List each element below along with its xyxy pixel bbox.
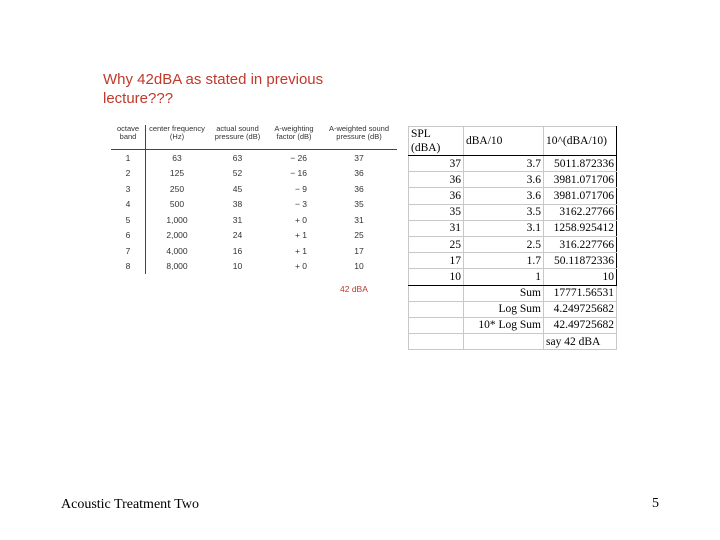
table-cell: − 9 (294, 183, 307, 194)
table-cell: 36 (409, 188, 464, 204)
table-cell: 3.7 (464, 156, 544, 172)
table-cell: 125 (169, 168, 185, 179)
table-cell: 2 (111, 166, 146, 182)
table-cell: 7 (111, 243, 146, 259)
table-cell: 45 (232, 183, 243, 194)
column-header: SPL (dBA) (409, 127, 464, 156)
summary-row (409, 301, 617, 317)
footer-text: Acoustic Treatment Two (61, 497, 199, 512)
table-row (409, 269, 617, 285)
empty-cell (409, 285, 464, 301)
table-cell: 36 (409, 172, 464, 188)
column-header: dBA/10 (464, 127, 544, 156)
table-cell: 5011.872336 (544, 156, 617, 172)
table-cell: − 3 (294, 199, 307, 210)
table-cell: 36 (354, 168, 364, 179)
table-cell: 3 (111, 181, 146, 197)
table-cell: 3981.071706 (544, 188, 617, 204)
column-header: actual sound pressure (dB) (208, 125, 267, 150)
table-cell: 4 (111, 197, 146, 213)
spl-calculation-table (408, 126, 617, 350)
empty-cell (409, 317, 464, 333)
table-row (409, 188, 617, 204)
column-header: 10^(dBA/10) (544, 127, 617, 156)
table-cell: 31 (409, 220, 464, 236)
summary-value: 42.49725682 (544, 317, 617, 333)
summary-label (464, 334, 544, 350)
table-cell: 37 (409, 156, 464, 172)
summary-label: 10* Log Sum (464, 317, 544, 333)
column-header: A-weighted sound pressure (dB) (321, 125, 397, 150)
table-cell: 31 (354, 214, 364, 225)
table-cell: 4,000 (166, 245, 188, 256)
table-cell: 31 (232, 214, 243, 225)
table-cell: 10 (409, 269, 464, 285)
table-cell: 24 (232, 230, 243, 241)
summary-label: Sum (464, 285, 544, 301)
table-cell: + 1 (294, 245, 307, 256)
summary-value: 17771.56531 (544, 285, 617, 301)
page-number: 5 (652, 496, 659, 511)
table-cell: 500 (169, 199, 185, 210)
table-cell: 25 (354, 230, 364, 241)
table-cell: 52 (232, 168, 243, 179)
table-cell: 3.6 (464, 188, 544, 204)
table-cell: 36 (354, 183, 364, 194)
table-cell: 1 (464, 269, 544, 285)
table-cell: 1258.925412 (544, 220, 617, 236)
table-cell: 250 (169, 183, 185, 194)
table-cell: 316.227766 (544, 236, 617, 252)
table-cell: 17 (409, 253, 464, 269)
summary-row (409, 334, 617, 350)
table-cell: 10 (232, 261, 243, 272)
table-cell: 8 (111, 259, 146, 275)
result-label: 42 dBA (340, 284, 368, 294)
table-cell: 3.5 (464, 204, 544, 220)
table-header-row (111, 125, 397, 150)
summary-label: Log Sum (464, 301, 544, 317)
table-cell: 25 (409, 236, 464, 252)
table-row (409, 156, 617, 172)
table-row (111, 166, 397, 182)
table-cell: 2,000 (166, 230, 188, 241)
table-cell: 6 (111, 228, 146, 244)
table-row (111, 228, 397, 244)
table-cell: 1.7 (464, 253, 544, 269)
octave-band-table (111, 125, 397, 274)
column-header: A-weighting factor (dB) (267, 125, 321, 150)
table-row (111, 212, 397, 228)
table-cell: 10 (354, 261, 364, 272)
table-cell: 1 (111, 150, 146, 166)
table-cell: 3981.071706 (544, 172, 617, 188)
table-cell: 50.11872336 (544, 253, 617, 269)
table-cell: 16 (232, 245, 243, 256)
table-cell: + 0 (294, 261, 307, 272)
table-cell: − 16 (290, 168, 307, 179)
summary-value: say 42 dBA (544, 334, 617, 350)
table-cell: 2.5 (464, 236, 544, 252)
slide-title: Why 42dBA as stated in previous lecture??? (103, 71, 324, 107)
table-row (409, 253, 617, 269)
empty-cell (409, 301, 464, 317)
table-row (111, 150, 397, 166)
table-cell: 35 (409, 204, 464, 220)
table-cell: − 26 (290, 152, 307, 163)
table-cell: 63 (232, 152, 243, 163)
table-row (111, 259, 397, 275)
column-header: octave band (111, 125, 146, 150)
table-cell: 17 (354, 245, 364, 256)
table-cell: 8,000 (166, 261, 188, 272)
table-row (409, 220, 617, 236)
table-row (409, 204, 617, 220)
summary-row (409, 285, 617, 301)
table-row (409, 236, 617, 252)
summary-value: 4.249725682 (544, 301, 617, 317)
table-row (409, 172, 617, 188)
table-cell: 3.6 (464, 172, 544, 188)
table-cell: + 1 (294, 230, 307, 241)
table-cell: 37 (354, 152, 364, 163)
table-cell: 38 (232, 199, 243, 210)
table-cell: 10 (544, 269, 617, 285)
table-cell: 3.1 (464, 220, 544, 236)
table-cell: + 0 (294, 214, 307, 225)
table-cell: 1,000 (166, 214, 188, 225)
table-header-row (409, 127, 617, 156)
table-row (111, 197, 397, 213)
empty-cell (409, 334, 464, 350)
column-header: center frequency (Hz) (146, 125, 209, 150)
table-cell: 5 (111, 212, 146, 228)
table-cell: 63 (172, 152, 182, 163)
summary-row (409, 317, 617, 333)
table-row (111, 181, 397, 197)
table-cell: 3162.27766 (544, 204, 617, 220)
table-cell: 35 (354, 199, 364, 210)
table-row (111, 243, 397, 259)
